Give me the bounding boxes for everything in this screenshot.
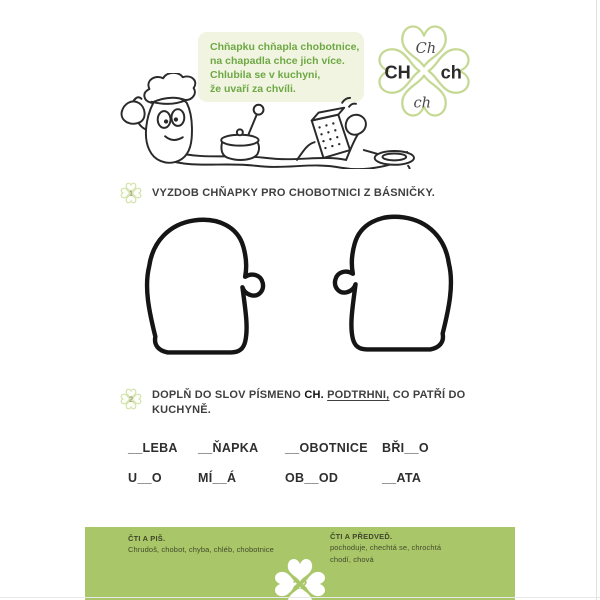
exercise1-number: 1 — [129, 188, 133, 198]
read-act-words-line2: chodí, chová — [330, 555, 374, 564]
clover-icon — [272, 556, 328, 600]
read-act-label: ČTI A PŘEDVEĎ. — [330, 532, 393, 541]
cursive-uppercase-letter: Ch — [415, 40, 437, 57]
octopus-drawing — [110, 73, 415, 169]
exercise1-number-clover — [120, 182, 142, 204]
mitten-right-outline — [330, 205, 462, 361]
fill-word: OB__OD — [285, 471, 339, 485]
cursive-lowercase-letter: ch — [413, 95, 431, 112]
fill-word: BŘI__O — [382, 441, 429, 455]
exercise2-title-line2: KUCHYNĚ. — [152, 404, 212, 416]
fill-word: MÍ__Á — [198, 471, 237, 485]
page-edge-bottom — [0, 597, 600, 598]
read-act-words-line1: pochoduje, chechtá se, chrochtá — [330, 543, 442, 552]
title-text: DOPLŇ DO SLOV PÍSMENO — [152, 389, 305, 401]
exercise1-title: VYZDOB CHŇAPKY PRO CHOBOTNICI Z BÁSNIČKY. — [152, 187, 436, 199]
fill-word: __LEBA — [128, 441, 178, 455]
exercise2-title-line1 — [152, 389, 465, 401]
fill-word: __ŇAPKA — [198, 441, 259, 455]
poem-line: že uvaří za chvíli. — [210, 83, 296, 95]
page-number-clover — [272, 556, 328, 600]
octopus-chef-illustration — [110, 73, 415, 169]
read-write-label: ČTI A PIŠ. — [128, 534, 166, 543]
fill-word: U__O — [128, 471, 162, 485]
print-uppercase-letter: CH — [384, 62, 411, 83]
poem-line: Chlubila se v kuchyni, — [210, 69, 321, 81]
title-ch-bold: CH. — [304, 389, 324, 401]
read-write-words: Chrudoš, chobot, chyba, chléb, chobotnice — [128, 545, 274, 554]
title-underlined: PODTRHNI, — [327, 389, 390, 401]
clover-number-icon — [120, 388, 142, 410]
poem-line: Chňapku chňapla chobotnice, — [210, 41, 360, 53]
fill-word: __ATA — [382, 471, 422, 485]
page-number: 22 — [292, 577, 308, 593]
page-edge-right — [596, 0, 597, 600]
print-lowercase-letter: ch — [440, 62, 462, 83]
exercise2-number-clover — [120, 388, 142, 410]
fill-word: __OBOTNICE — [285, 441, 368, 455]
exercise2-number: 2 — [129, 394, 133, 404]
poem-line: na chapadla chce jich více. — [210, 55, 345, 67]
mitten-left-outline — [136, 208, 268, 364]
title-text: CO PATŘÍ DO — [389, 389, 466, 401]
footer-band — [85, 527, 515, 600]
clover-number-icon — [120, 182, 142, 204]
